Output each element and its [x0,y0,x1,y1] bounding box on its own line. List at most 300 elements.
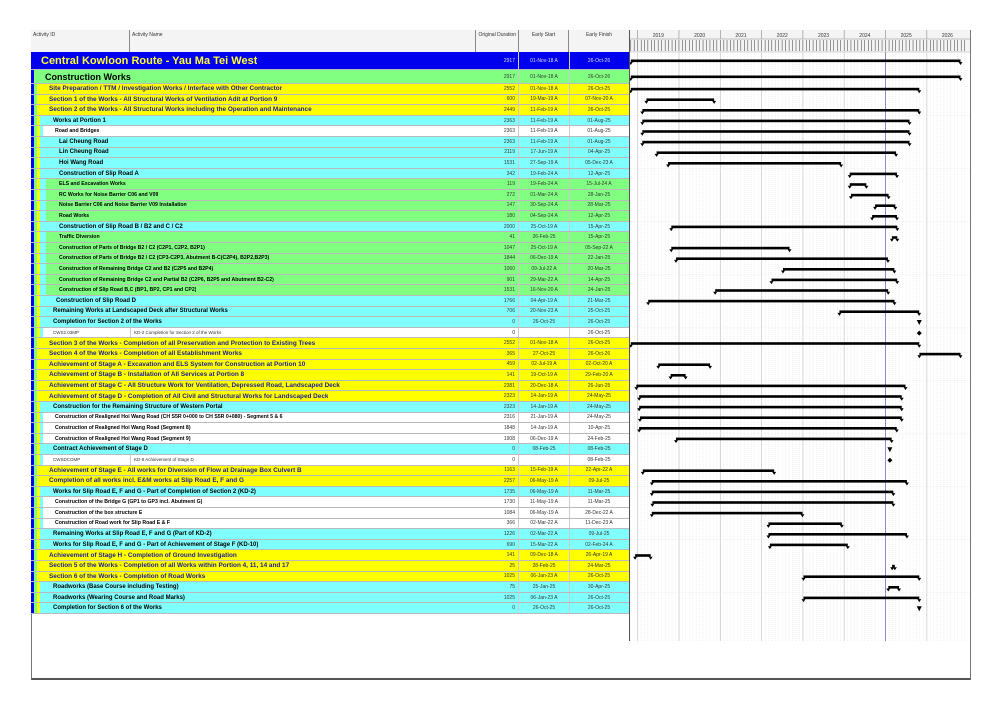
early-finish-cell: 26-Oct-25 [587,318,611,325]
table-row[interactable] [31,572,629,583]
duration-cell: 0 [476,444,519,454]
gantt-bar [668,162,841,165]
header-activity-id[interactable]: Activity ID [31,30,130,52]
bar-end-cap [900,419,904,422]
activity-name: Section 6 of the Works - Completion of Road Works [49,572,206,580]
early-finish-cell: 14-Apr-25 [587,276,611,283]
activity-name: Works for Slip Road E, F and G - Part of Completion of Section 2 (KD-2) [53,488,256,495]
gantt-bar [671,247,789,250]
activity-name: Contract Achievement of Stage D [53,446,148,453]
gantt-bar [636,385,905,388]
table-row[interactable] [31,116,629,127]
table-row[interactable] [31,402,629,413]
early-finish-cell: 30-Apr-25 [587,583,611,590]
gantt-svg [630,30,970,641]
early-start-cell: 27-Oct-25 [519,349,570,359]
bar-end-cap [917,599,921,602]
timescale-header [630,30,970,52]
duration-cell: 1047 [476,243,519,253]
table-row[interactable] [31,264,629,275]
activity-name: Road Works [59,212,90,219]
year-label: 2019 [652,33,664,39]
activity-name: Section 3 of the Works - Completion of all Preservation and Protection to Existing Trees [49,339,316,347]
outline-level-bar [40,434,43,444]
outline-level-bar [34,105,37,115]
duration-cell: 2552 [476,338,519,348]
duration-cell: 1226 [476,529,519,539]
activity-name: Construction of Remaining Bridge C2 and B2 (C2P5 and B2P4) [59,265,214,272]
outline-level-bar [40,328,43,338]
activity-name: Achievement of Stage E - All works for Diversion of Flow at Drainage Box Culvert B [49,466,302,474]
early-finish-cell: 26-Oct-26 [587,73,611,80]
outline-level-bar [37,137,40,147]
activity-id: CWS2.03MP [53,330,80,336]
bar-start-cap [801,599,805,602]
bar-start-cap [886,589,890,592]
activity-name: Completion of all works incl. E&M works at Slip Road E, F and G [49,477,244,485]
activity-name: Road and Bridges [55,128,100,135]
activity-name: Construction of the box structure E [55,509,143,516]
bar-start-cap [640,143,644,146]
duration-cell: 1163 [476,466,519,476]
table-row[interactable] [31,582,629,593]
early-start-cell: 15-Feb-19 A [519,466,570,476]
early-finish-cell: 28-Jan-25 [587,191,611,198]
outline-level-bar [43,275,46,285]
activity-name: Construction of Remaining Bridge C2 and Partial B2 (C2P6, B2P5 and Abutment B2-C2) [59,276,274,283]
bar-end-cap [959,78,963,81]
table-row[interactable] [31,466,629,477]
gantt-bar [631,342,919,345]
bar-start-cap [769,281,773,284]
early-start-cell: 06-May-19 A [519,476,570,486]
bar-end-cap [908,143,912,146]
table-row[interactable] [31,52,629,70]
activity-name: Construction of Realigned Hoi Wang Road (Segment 8) [55,424,191,431]
outline-level-bar [34,95,37,105]
early-finish-cell: 22-Jan-25 [587,255,611,262]
bar-start-cap [650,493,654,496]
milestone-diamond [917,331,922,336]
bar-end-cap [959,62,963,65]
duration-cell: 0 [476,603,519,613]
early-start-cell: 21-Jan-19 A [519,413,570,423]
milestone-triangle [917,320,922,325]
outline-level-bar [34,381,37,391]
bar-start-cap [650,504,654,507]
table-row[interactable] [31,497,629,508]
early-start-cell: 02-Mar-22 A [519,519,570,529]
outline-level-bar [37,529,40,539]
table-row[interactable] [31,296,629,307]
table-row[interactable] [31,169,629,180]
early-start-cell: 25-Oct-19 A [519,222,570,232]
bar-end-cap [840,525,844,528]
activity-name: Construction of Road work for Slip Road E & F [55,520,170,527]
outline-level-bar [34,338,37,348]
outline-level-bar [34,476,37,486]
gantt-bar [657,151,897,154]
bar-start-cap [640,122,644,125]
outline-level-bar [34,349,37,359]
duration-cell: 0 [476,317,519,327]
table-row[interactable] [31,84,629,95]
gantt-bar [642,130,909,133]
header-early-start[interactable]: Early Start [519,30,569,52]
early-start-cell: 29-Mar-22 A [519,275,570,285]
early-start-cell: 11-Feb-19 A [519,116,570,126]
bar-start-cap [766,536,770,539]
early-finish-cell: 11-Mar-25 [587,488,611,495]
table-row[interactable] [31,360,629,371]
gantt-bar [643,469,774,472]
early-start-cell: 26-Oct-25 [519,317,570,327]
bar-end-cap [684,377,688,380]
gantt-bar [640,416,902,419]
table-row[interactable] [31,444,629,455]
gantt-bar [803,597,919,600]
early-start-cell: 04-Apr-19 A [519,296,570,306]
bar-end-cap [895,430,899,433]
activity-name: Construction of Realigned Hoi Wang Road (CH S5R 0+000 to CH S5R 0+080) - Segment 5 & 6 [55,414,283,421]
early-finish-cell: 02-Oct-20 A [585,361,613,368]
table-row[interactable] [31,381,629,392]
activity-name: Completion for Section 6 of the Works [53,605,162,612]
bar-end-cap [900,408,904,411]
outline-level-bar [34,550,37,560]
table-row[interactable] [31,508,629,519]
activity-name: Traffic Diversion [59,234,100,241]
table-row[interactable] [31,285,629,296]
gantt-bar [919,353,960,356]
early-finish-cell: 26-Oct-26 [587,350,611,357]
bar-end-cap [903,387,907,390]
table-row[interactable] [31,328,629,339]
gantt-bar [872,215,897,218]
table-row[interactable] [31,519,629,530]
year-label: 2025 [900,33,912,39]
gantt-bar [783,268,894,271]
table-row[interactable] [31,529,629,540]
activity-name: Roadworks (Base Course including Testing) [53,583,179,590]
table-row[interactable] [31,391,629,402]
table-row[interactable] [31,275,629,286]
table-row[interactable] [31,179,629,190]
activity-name: Construction of Slip Road B / B2 and C / C2 [59,223,183,230]
duration-cell: 2449 [476,105,519,115]
activity-name: Hoi Wang Road [59,159,104,166]
activity-name: Works at Portion 1 [53,117,106,124]
early-finish-cell: 22-Apr-22 A [585,467,613,474]
duration-cell: 141 [476,370,519,380]
activity-name: Section 1 of the Works - All Structural Works of Ventilation Adit at Portion 9 [49,95,278,103]
outline-level-bar [40,423,43,433]
bar-end-cap [891,504,895,507]
duration-cell: 1531 [476,285,519,295]
table-row[interactable] [31,137,629,148]
activity-name: Construction of Slip Road D [56,297,136,304]
outline-level-bar [40,126,43,136]
early-start-cell: 11-Feb-19 A [519,126,570,136]
table-row[interactable] [31,201,629,212]
early-finish-cell: 24-Feb-25 [587,435,611,442]
early-start-cell: 06-May-19 A [519,487,570,497]
year-label: 2023 [817,33,830,39]
gantt-bar [839,310,919,313]
bar-end-cap [886,292,890,295]
bar-start-cap [801,578,805,581]
early-start-cell: 14-Jan-19 A [519,423,570,433]
early-finish-cell: 01-Aug-25 [587,128,611,135]
table-row[interactable] [31,254,629,265]
early-finish-cell: 04-Apr-25 [587,149,611,156]
early-start-cell: 19-Mar-19 A [519,95,570,105]
duration-cell: 2552 [476,84,519,94]
gantt-bar [851,194,889,197]
table-row[interactable] [31,550,629,561]
outline-level-bar [43,211,46,221]
duration-cell: 141 [476,550,519,560]
early-start-cell: 27-Sep-19 A [519,158,570,168]
early-finish-cell: 09-Jul-25 [588,477,610,484]
early-start-cell: 09-Dec-18 A [519,550,570,560]
activity-name: Roadworks (Wearing Course and Road Marks) [53,594,185,601]
outline-level-bar [43,190,46,200]
table-row[interactable] [31,476,629,487]
bar-end-cap [917,578,921,581]
outline-level-bar [37,582,40,592]
gantt-bar [642,120,909,123]
bar-end-cap [788,249,792,252]
early-start-cell: 25-Jan-25 [519,582,570,592]
outline-level-bar [34,84,37,94]
bar-end-cap [708,366,712,369]
activity-name: Lai Cheung Road [59,138,109,145]
outline-level-bar [34,391,37,401]
table-row[interactable] [31,413,629,424]
early-finish-cell: 26-Oct-25 [587,340,611,347]
outline-level-bar [34,370,37,380]
duration-cell: 2917 [476,70,519,83]
table-row[interactable] [31,603,629,614]
header-duration[interactable]: Original Duration [476,30,519,52]
activity-name: Construction of Slip Road B,C (BP1, BP2, CP1 and CP2) [59,287,197,294]
bar-end-cap [893,207,897,210]
outline-level-bar [37,148,40,158]
duration-cell: 2257 [476,476,519,486]
early-finish-cell: 12-Apr-25 [587,170,611,177]
activity-name: Achievement of Stage C - All Structure Work for Ventilation, Depressed Road, Landscaped Deck [49,382,340,390]
early-start-cell: 11-Feb-19 A [519,105,570,115]
early-finish-cell: 24-Mar-25 [587,562,611,569]
outline-level-bar [37,169,40,179]
early-finish-cell: 08-Feb-25 [587,446,611,453]
gantt-bar [676,257,888,260]
activity-name: Lin Cheung Road [59,149,109,156]
table-row[interactable] [31,211,629,222]
activity-name: Construction of Parts of Bridge B2 / C2 (CP3-C2P3, Abutment B-C(C2P4), B2P2,B2P3) [59,255,270,262]
year-label: 2020 [694,33,706,39]
early-finish-cell: 10-Apr-25 [587,424,611,431]
bar-start-cap [630,62,633,65]
activity-name: Achievement of Stage A - Excavation and ELS System for Construction at Portion 10 [49,360,306,368]
activity-name: Achievement of Stage D - Completion of All Civil and Structural Works for Landscaped Deck [49,392,329,400]
bar-end-cap [649,557,653,560]
early-finish-cell: 26-Oct-25 [587,605,611,612]
early-start-cell: 20-Dec-18 A [519,381,570,391]
duration-cell: 119 [476,179,519,189]
outline-level-bar [43,232,46,242]
bar-start-cap [630,90,633,93]
bar-start-cap [666,165,670,168]
bar-end-cap [917,90,921,93]
gantt-bar [639,395,902,398]
table-row[interactable] [31,222,629,233]
duration-cell: 365 [476,349,519,359]
duration-cell: 2323 [476,391,519,401]
gantt-bar [888,586,899,589]
early-finish-cell: 05-Sep-22 A [585,244,613,251]
bar-end-cap [905,536,909,539]
bar-end-cap [887,196,891,199]
outline-level-bar [37,603,40,613]
table-row[interactable] [31,243,629,254]
early-finish-cell: 26-Oct-25 [587,329,611,336]
activity-name: Remaining Works at Slip Road E, F and G (Part of KD-2) [53,530,212,537]
outline-level-bar [37,307,40,317]
early-start-cell: 19-Feb-24 A [519,179,570,189]
table-row[interactable] [31,423,629,434]
duration-cell: 706 [476,307,519,317]
activity-name: Construction of the Bridge G (GP1 to GP3 incl. Abutment G) [55,499,203,506]
early-finish-cell: 11-Dec-23 A [585,520,613,527]
duration-cell: 901 [476,275,519,285]
header-early-finish[interactable]: Early Finish [585,32,613,38]
outline-level-bar [34,360,37,370]
duration-cell: 1908 [476,434,519,444]
outline-level-bar [40,508,43,518]
duration-cell: 1766 [476,296,519,306]
early-start-cell: 01-Nov-18 A [519,338,570,348]
gantt-bar [770,544,848,547]
table-row[interactable] [31,126,629,137]
early-start-cell: 02-Jul-19 A [519,360,570,370]
outline-level-bar [43,179,46,189]
table-row[interactable] [31,190,629,201]
activity-name: Central Kowloon Route - Yau Ma Tei West [41,54,258,67]
early-start-cell: 20-Nov-23 A [519,307,570,317]
duration-cell: 2363 [476,116,519,126]
early-finish-cell: 21-Mar-25 [587,297,611,304]
table-row[interactable] [31,561,629,572]
early-finish-cell: 11-Mar-25 [587,499,611,506]
outline-level-bar [43,243,46,253]
bar-end-cap [800,514,804,517]
duration-cell: 2363 [476,126,519,136]
gantt-bar [652,512,803,515]
bar-end-cap [900,398,904,401]
header-activity-name[interactable]: Activity Name [130,30,476,52]
table-row[interactable] [31,370,629,381]
activity-name: Site Preparation / TTM / Investigation Works / Interface with Other Contractor [49,85,283,93]
table-row[interactable] [31,70,629,84]
gantt-bar [642,141,909,144]
milestone-diamond [887,458,892,463]
activity-name: Achievement of Stage H - Completion of Ground Investigation [49,551,237,559]
gantt-bar [631,88,919,91]
early-start-cell: 06-Dec-19 A [519,254,570,264]
duration-cell: 2119 [476,148,519,158]
table-row[interactable] [31,95,629,106]
outline-level-bar [40,413,43,423]
activity-name: RC Works for Noise Barrier C06 and V09 [59,191,159,198]
early-finish-cell: 26-Oct-25 [587,106,611,113]
early-start-cell: 14-Jan-19 A [519,391,570,401]
table-row[interactable] [31,540,629,551]
table-row[interactable] [31,307,629,318]
activity-name: Remaining Works at Landscaped Deck after Structural Works [53,308,228,315]
early-start-cell: 26-Feb-25 [519,232,570,242]
outline-level-bar [31,70,34,83]
early-finish-cell: 15-Jul-24 A [586,181,612,188]
activity-name: KD-8 Achievement of Stage D [130,455,194,465]
column-header [31,30,629,53]
early-start-cell: 06-Jan-23 A [519,572,570,582]
outline-level-bar [43,264,46,274]
bar-start-cap [674,440,678,443]
bar-end-cap [893,567,897,570]
table-row[interactable] [31,434,629,445]
outline-level-bar [34,466,37,476]
early-finish-cell: 28-Dec-22 A [585,509,613,516]
early-finish-cell: 26-Oct-26 [587,57,611,64]
outline-level-bar [37,222,40,232]
table-row[interactable] [31,105,629,116]
gantt-bar [658,363,710,366]
early-finish-cell: 08-Feb-25 [587,456,611,463]
early-finish-cell: 26-Oct-25 [587,573,611,580]
table-row[interactable] [31,158,629,169]
gantt-bar [671,226,897,229]
early-start-cell: 11-May-19 A [519,497,570,507]
gantt-bar [631,76,961,79]
early-finish-cell: 25-Oct-25 [587,308,611,315]
table-row[interactable] [31,487,629,498]
activity-name: Construction for the Remaining Structure of Western Portal [53,403,223,410]
bar-end-cap [917,313,921,316]
early-finish-cell: 26-Oct-25 [587,594,611,601]
table-row[interactable] [31,455,629,466]
table-row[interactable] [31,349,629,360]
early-start-cell: 01-Nov-18 A [519,52,570,69]
table-row[interactable] [31,232,629,243]
outline-level-bar [37,296,40,306]
duration-cell: 0 [476,328,519,338]
duration-cell: 600 [476,95,519,105]
bar-end-cap [846,546,850,549]
early-finish-cell: 26-Jun-25 [587,382,611,389]
duration-cell: 1531 [476,158,519,168]
bar-start-cap [633,557,637,560]
bar-start-cap [890,239,894,242]
table-row[interactable] [31,317,629,328]
table-row[interactable] [31,593,629,604]
outline-level-bar [37,158,40,168]
activity-name: Construction of Parts of Bridge B2 / C2 (C2P1, C2P2, B2P1) [59,244,205,251]
table-row[interactable] [31,148,629,159]
table-row[interactable] [31,338,629,349]
early-start-cell: 15-Mar-22 A [519,540,570,550]
